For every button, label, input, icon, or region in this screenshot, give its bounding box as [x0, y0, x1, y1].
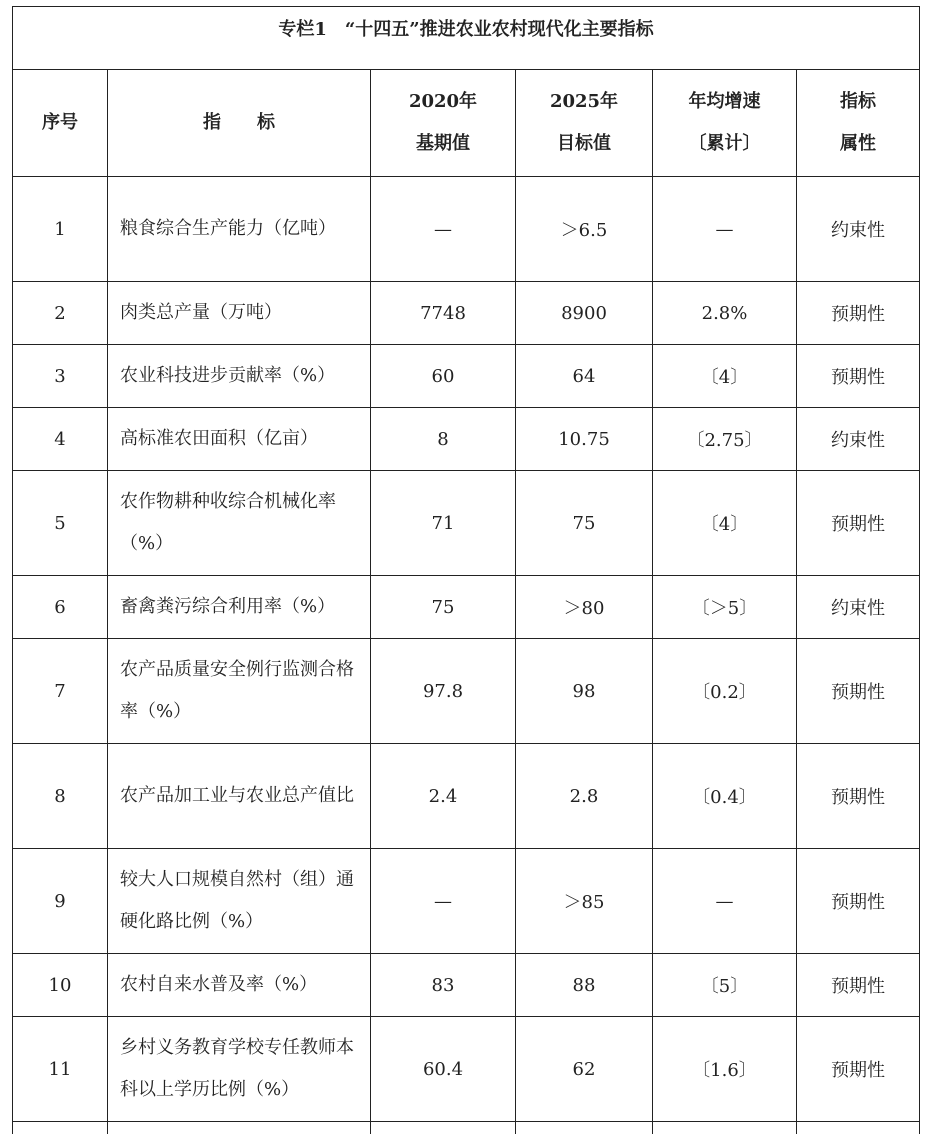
header-no: 序号: [13, 70, 108, 177]
row-base: 83: [371, 954, 516, 1017]
row-base: 97.8: [371, 639, 516, 744]
row-growth: 2.8%: [653, 282, 797, 345]
row-growth: 〔4〕: [653, 345, 797, 408]
row-no: 10: [13, 954, 108, 1017]
row-indicator: 农作物耕种收综合机械化率（%）: [108, 471, 371, 576]
row-base: 60.4: [371, 1017, 516, 1122]
row-target: 62: [516, 1017, 653, 1122]
row-no: 5: [13, 471, 108, 576]
row-no: 7: [13, 639, 108, 744]
row-base: 7748: [371, 282, 516, 345]
row-growth: 〔0.4〕: [653, 744, 797, 849]
row-indicator: 高标准农田面积（亿亩）: [108, 408, 371, 471]
row-indicator: 农业科技进步贡献率（%）: [108, 345, 371, 408]
row-no: 4: [13, 408, 108, 471]
header-row: [13, 70, 920, 177]
row-growth: —: [653, 177, 797, 282]
row-no: 9: [13, 849, 108, 954]
table-row: [13, 576, 920, 639]
row-growth: 〔＞5〕: [653, 576, 797, 639]
row-target: 2.8: [516, 744, 653, 849]
header-growth: [653, 70, 797, 177]
table-row: [13, 1017, 920, 1122]
row-indicator: 畜禽粪污综合利用率（%）: [108, 576, 371, 639]
cut-cell: [516, 1122, 653, 1135]
row-growth: 〔1.6〕: [653, 1017, 797, 1122]
row-indicator: 农产品加工业与农业总产值比: [108, 744, 371, 849]
row-attr: 预期性: [797, 1017, 920, 1122]
row-target: 75: [516, 471, 653, 576]
header-indicator: 指 标: [108, 70, 371, 177]
row-growth: 〔2.75〕: [653, 408, 797, 471]
table-row: [13, 471, 920, 576]
row-indicator: 农村自来水普及率（%）: [108, 954, 371, 1017]
row-no: 11: [13, 1017, 108, 1122]
cut-cell: [371, 1122, 516, 1135]
row-target: 10.75: [516, 408, 653, 471]
row-attr: 预期性: [797, 282, 920, 345]
table-row: [13, 345, 920, 408]
header-base-line2: 基期值: [416, 133, 470, 154]
table-title: 专栏1 “十四五”推进农业农村现代化主要指标: [278, 19, 654, 40]
row-indicator: 粮食综合生产能力（亿吨）: [108, 177, 371, 282]
table-row: [13, 282, 920, 345]
row-target: ＞80: [516, 576, 653, 639]
row-indicator: 农产品质量安全例行监测合格率（%）: [108, 639, 371, 744]
cut-cell: [108, 1122, 371, 1135]
row-attr: 预期性: [797, 744, 920, 849]
row-indicator: 乡村义务教育学校专任教师本科以上学历比例（%）: [108, 1017, 371, 1122]
table-row-cut-off: [13, 1122, 920, 1135]
row-growth: —: [653, 849, 797, 954]
row-no: 8: [13, 744, 108, 849]
header-growth-line2: 〔累计〕: [688, 133, 761, 154]
header-attr-line2: 属性: [840, 133, 876, 154]
table-row: [13, 849, 920, 954]
row-attr: 预期性: [797, 345, 920, 408]
table-row: [13, 744, 920, 849]
row-attr: 约束性: [797, 576, 920, 639]
header-growth-line1: 年均增速: [688, 91, 761, 112]
table-title-cell: [13, 7, 920, 70]
row-base: 2.4: [371, 744, 516, 849]
header-target: [516, 70, 653, 177]
row-target: 88: [516, 954, 653, 1017]
cut-cell: [653, 1122, 797, 1135]
row-target: 64: [516, 345, 653, 408]
header-base: [371, 70, 516, 177]
header-attr: [797, 70, 920, 177]
row-base: 75: [371, 576, 516, 639]
row-attr: 预期性: [797, 849, 920, 954]
cut-cell: [797, 1122, 920, 1135]
header-target-line2: 目标值: [557, 133, 611, 154]
indicator-table-wrapper: [12, 6, 919, 1134]
row-attr: 预期性: [797, 471, 920, 576]
indicator-table: [12, 6, 920, 1134]
row-no: 6: [13, 576, 108, 639]
row-base: 8: [371, 408, 516, 471]
row-target: ＞85: [516, 849, 653, 954]
table-row: [13, 177, 920, 282]
table-row: [13, 408, 920, 471]
row-base: 71: [371, 471, 516, 576]
row-base: —: [371, 177, 516, 282]
row-target: 8900: [516, 282, 653, 345]
row-attr: 约束性: [797, 408, 920, 471]
header-target-line1: 2025年: [549, 91, 619, 112]
row-indicator: 肉类总产量（万吨）: [108, 282, 371, 345]
table-row: [13, 639, 920, 744]
row-target: ＞6.5: [516, 177, 653, 282]
row-no: 2: [13, 282, 108, 345]
row-attr: 约束性: [797, 177, 920, 282]
row-target: 98: [516, 639, 653, 744]
row-growth: 〔5〕: [653, 954, 797, 1017]
row-base: —: [371, 849, 516, 954]
header-base-line1: 2020年: [408, 91, 478, 112]
row-attr: 预期性: [797, 954, 920, 1017]
cut-cell: [13, 1122, 108, 1135]
row-growth: 〔4〕: [653, 471, 797, 576]
table-row: [13, 954, 920, 1017]
row-no: 1: [13, 177, 108, 282]
row-attr: 预期性: [797, 639, 920, 744]
row-no: 3: [13, 345, 108, 408]
header-attr-line1: 指标: [840, 91, 876, 112]
row-base: 60: [371, 345, 516, 408]
row-growth: 〔0.2〕: [653, 639, 797, 744]
row-indicator: 较大人口规模自然村（组）通硬化路比例（%）: [108, 849, 371, 954]
